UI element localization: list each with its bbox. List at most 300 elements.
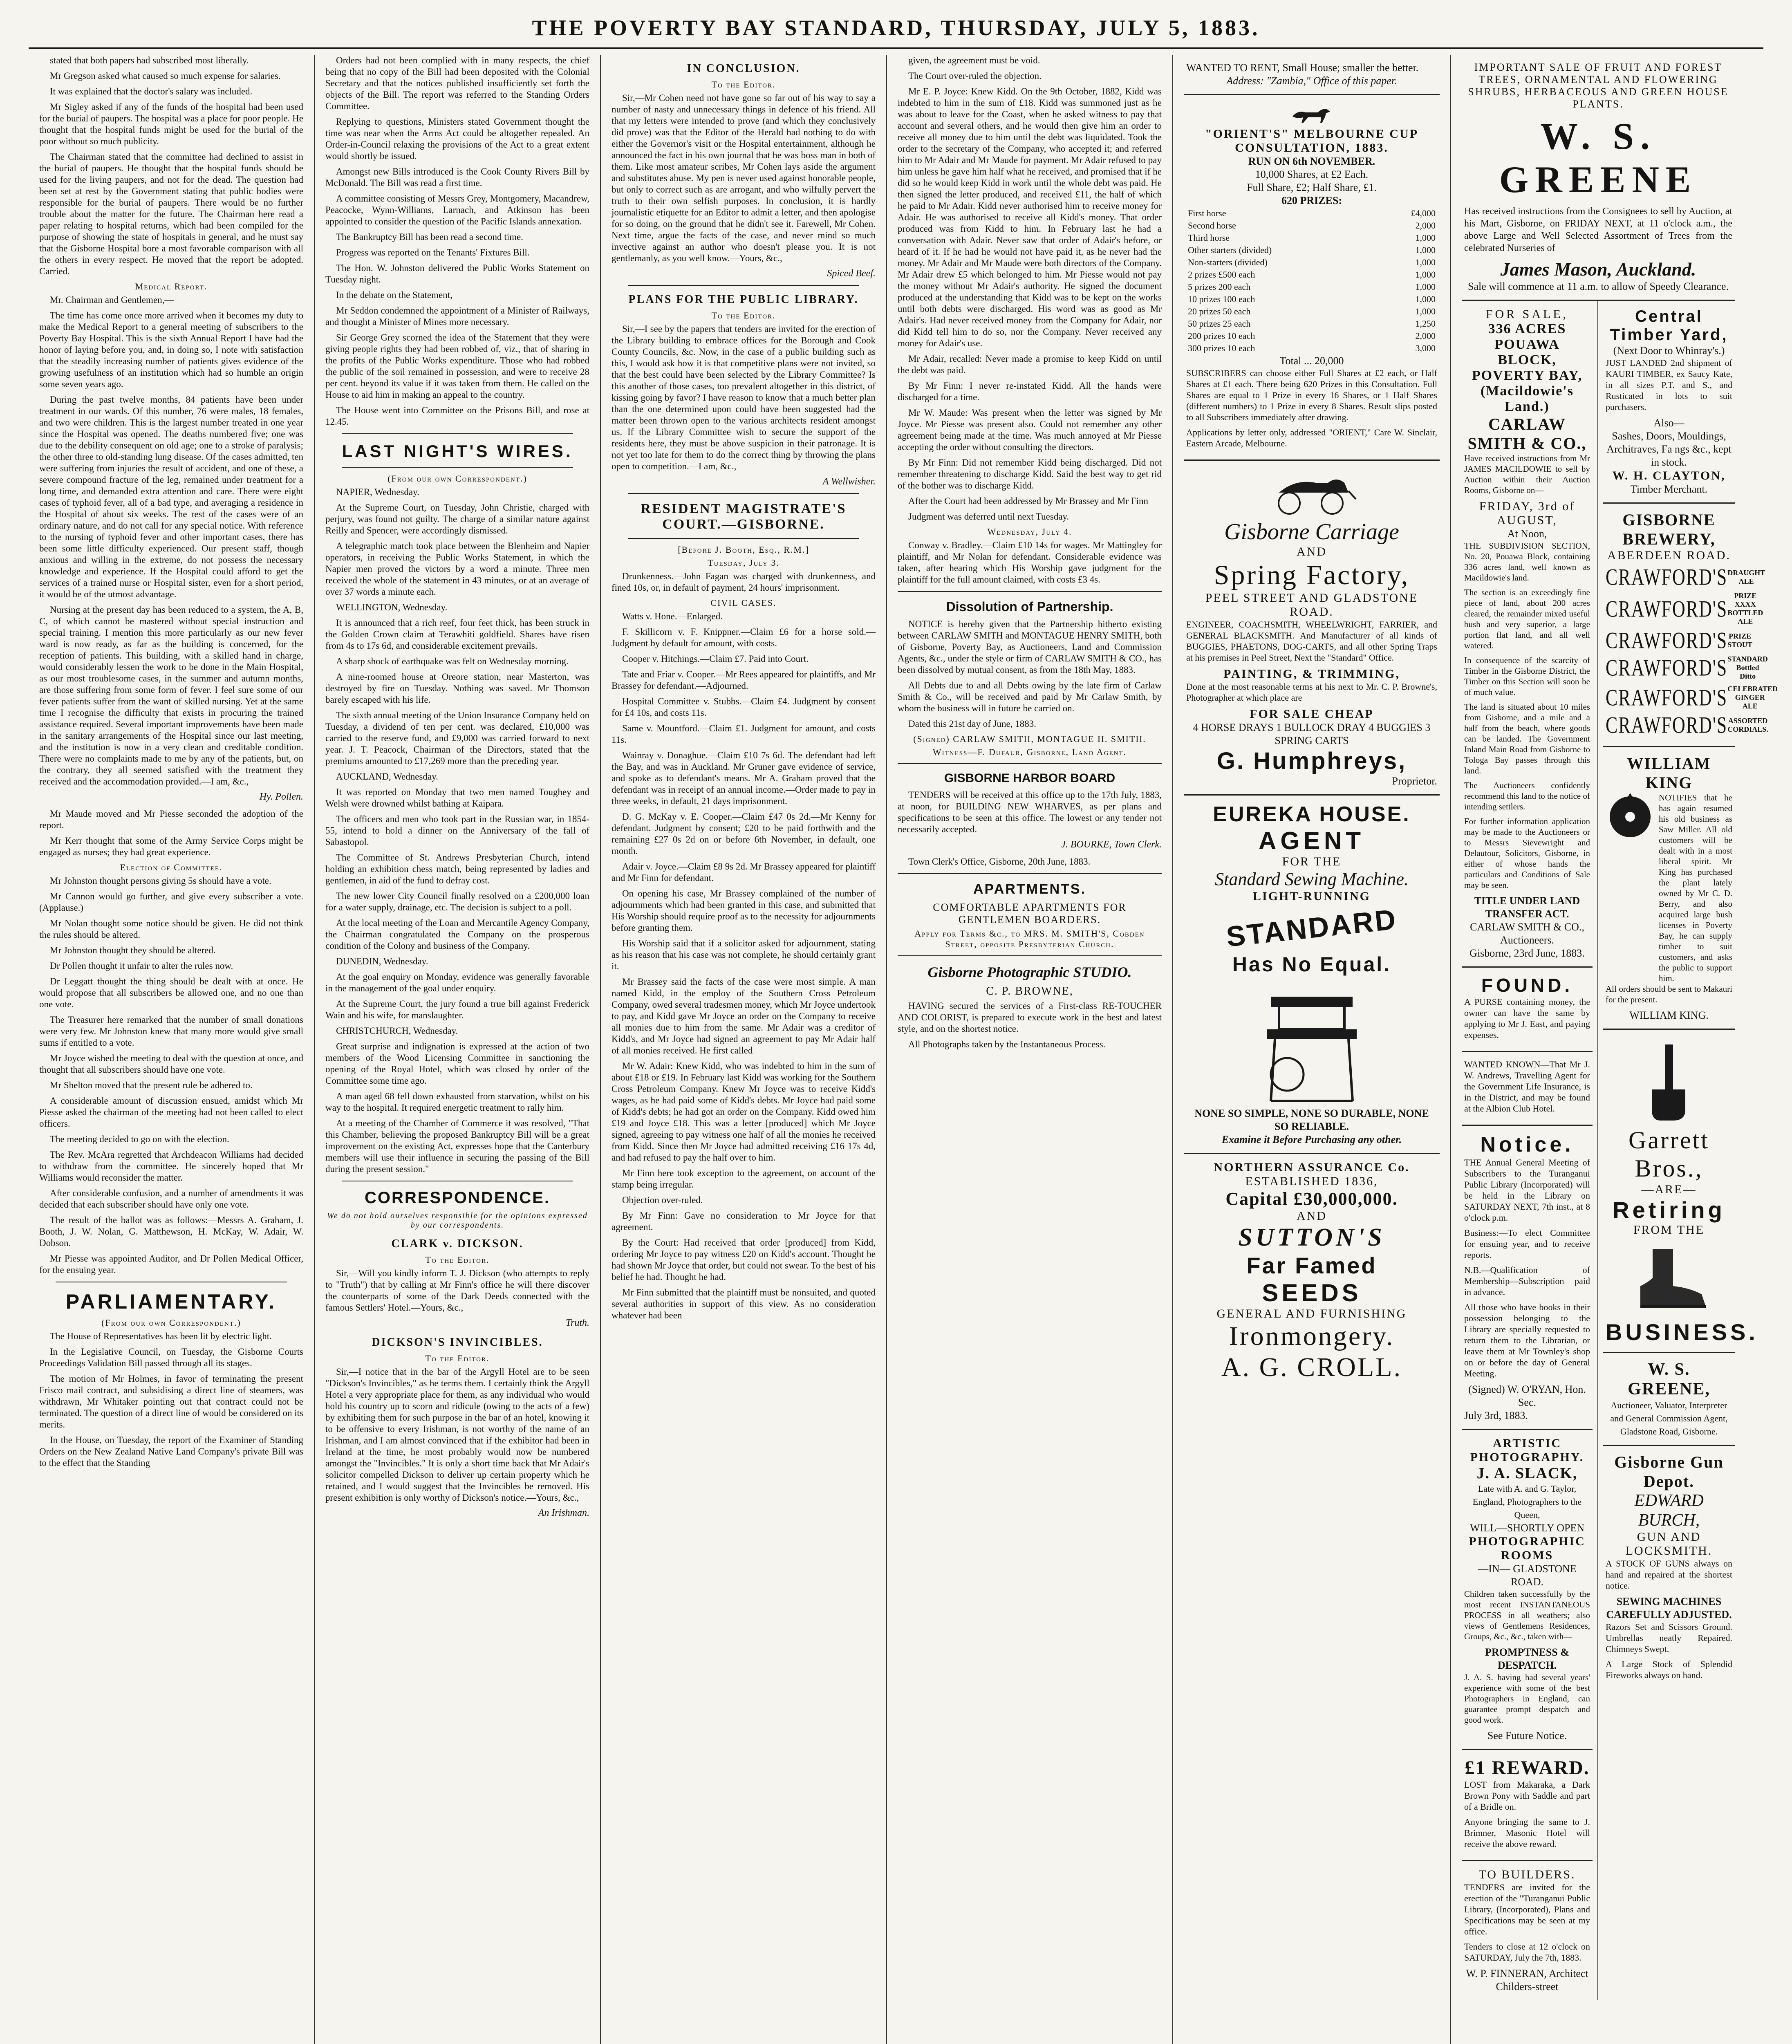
conclusion-sig: Spiced Beef. [827,268,876,279]
king-title: WILLIAM KING [1627,754,1711,792]
prize-row [1186,256,1437,269]
wednesday-text: Conway v. Bradley.—Claim £10 14s for wages. Mr Mattingley for plaintiff, and Mr Nolan for defendant. Considerable evidence was taken, after hearing which His Worship gave judgment for the plaintiff for the full amount claimed, with costs £3 4s. [898,540,1162,585]
report-signature: Hy. Pollen. [259,791,303,802]
wanted-known-body: WANTED KNOWN—That Mr J. W. Andrews, Travelling Agent for the Government Life Insurance, is in the District, and may be found at the Albion Club Hotel. [1464,1059,1590,1114]
slack-body2: J. A. S. having had several years' experience with some of the best Photographers in England, can guarantee prompt despatch and good work. [1464,1672,1590,1725]
business-label: BUSINESS. [1606,1319,1758,1345]
greene2-sub: Auctioneer, Valuator, Interpreter and General Commission Agent, [1610,1400,1728,1423]
election-text [39,875,303,1276]
notice-business: Business:—To elect Committee for ensuing year, and to receive reports. [1464,1228,1590,1260]
reward-body2: Anyone bringing the same to J. Brimner, Masonic Hotel will receive the above reward. [1464,1817,1590,1849]
letter2-sig: An Irishman. [538,1508,589,1518]
king-foot: All orders should be sent to Makauri for the present. [1606,984,1732,1004]
prize-value: 1,000 [1415,269,1436,280]
prize-row [1186,232,1437,244]
sewing-machine-illustration-icon [1254,980,1369,1103]
brewery-road: ABERDEEN ROAD. [1607,549,1731,562]
builders-ad [1462,1861,1593,2000]
paragraph: By Mr Finn: Did not remember Kidd being discharged. Did not remember threatening to discharge Kidd. Said the best way to get rid of the bother was to discharge Kidd. [898,457,1162,491]
prize-row [1186,342,1437,354]
paragraph: In the debate on the Statement, [336,290,452,300]
orient-address: Applications by letter only, addressed "ORIENT," Care W. Sinclair, Eastern Arcade, Melbourne. [1186,427,1437,448]
paragraph: stated that both papers had subscribed most liberally. [50,55,249,65]
prize-label: 10 prizes 100 each [1188,294,1255,304]
title-under: TITLE UNDER LAND TRANSFER ACT. [1474,895,1580,920]
prize-value: 1,250 [1415,318,1436,329]
prize-row [1186,305,1437,318]
prize-label: First horse [1188,208,1226,218]
gun-sub: GUN AND LOCKSMITH. [1625,1530,1713,1558]
col6-right [1598,301,1778,2000]
photo-body: HAVING secured the services of a First-class RE-TOUCHER AND COLORIST, is prepared to execute work in the best and latest style, and on the shortest notice. [898,1001,1162,1034]
paragraph: By Mr Finn: I never re-instated Kidd. All the hands were discharged for a time. [898,381,1162,402]
wednesday-heading: Wednesday, July 4. [987,527,1072,537]
library-heading: PLANS FOR THE PUBLIC LIBRARY. [628,293,859,306]
paragraph: Mr Nolan thought some notice should be given. He did not think the rules should be altered. [39,918,303,940]
paragraph: Mr Adair, recalled: Never made a promise to keep Kidd on until the debt was paid. [898,354,1162,375]
carriage-painting-body: Done at the most reasonable terms at his next to Mr. C. P. Browne's, Photographer at which place are [1186,681,1437,703]
william-king-ad [1603,747,1735,1030]
prize-value: 2,000 [1415,220,1436,231]
builders-body: TENDERS are invited for the erection of the "Turanganui Public Library, (Incorporated), Plans and Specifications may be seen at my office. [1464,1882,1590,1936]
prize-value: 1,000 [1415,306,1436,316]
paragraph: The time has come once more arrived when it becomes my duty to make the Medical Report to a general meeting of subscribers to the Poverty Bay Hospital. This is the sixth Annual Report I have had the honor of laying before you, and, in doing so, I note with satisfaction that the steadily increasing number of patients gives evidence of the growing usefulness of an institution which had so humble an origin some seven years ago. [39,310,303,389]
greene-name: W. S. GREENE [1499,115,1698,200]
king-body-wrap [1606,792,1732,984]
carlaw-body5: The Auctioneers confidently recommend this land to the notice of intending settlers. [1464,780,1590,811]
conclusion-heading: IN CONCLUSION. [687,62,800,75]
letter2-to: To the Editor. [425,1353,490,1363]
brewery-title: GISBORNE BREWERY, [1622,511,1716,548]
prize-value: 1,000 [1415,294,1436,304]
sale-heading: IMPORTANT SALE OF FRUIT AND FOREST TREES, ORNAMENTAL AND FLOWERING SHRUBS, HERBACEOUS AND GREEN HOUSE PLANTS. [1468,61,1729,110]
carlaw-name: CARLAW SMITH & CO., [1467,415,1587,453]
wanted-address: Address: "Zambia," Office of this paper. [1226,75,1397,87]
carlaw-body3: In consequence of the scarcity of Timber in the Gisborne District, the Timber on this Section will soon be of much value. [1464,655,1590,697]
report-salutation: Mr. Chairman and Gentlemen,— [50,295,174,305]
sewing-repaired: SEWING MACHINES CAREFULLY ADJUSTED. [1606,1596,1732,1620]
library-sig: A Wellwisher. [822,476,876,487]
razors: Razors Set and Scissors Ground. Umbrellas neatly Repaired. Chimneys Swept. [1606,1622,1732,1654]
letter1-heading: CLARK v. DICKSON. [391,1237,524,1250]
paragraph: Mr W. Adair: Knew Kidd, who was indebted to him in the sum of about £18 or £19. In February last Kidd was working for the Southern Cross Petroleum Company. Knew Mr Joyce was to receive Kidd's wages, as he had paid some of Kidd's debts. Mr Joyce had paid some of Kidd's debts; he had got an order on the Company. Kidd owed him £19 and Joyce £18. This was a letter [produced] which Mr Joyce signed, agreeing to pay witness one half of all the monies he received from Kidd. Since then Mr Joyce had admitted receiving £16 17s 4d, and had refused to pay the half over to him. [612,1061,876,1163]
brew-row [1606,564,1765,590]
paragraph: The new lower City Council finally resolved on a £200,000 loan for a water supply, drainage, etc. The decision is subject to a poll. [325,891,589,912]
harbour-sig: J. BOURKE, Town Clerk. [1061,839,1162,850]
king-sig: WILLIAM KING. [1629,1009,1709,1021]
artistic-photography-ad [1462,1430,1593,1750]
paragraph: The sixth annual meeting of the Union Insurance Company held on Tuesday, a dividend of ten per cent. was declared, £10,000 was carried to the reserve fund, and £9,000 was carried forward to next year. J. T. Peacock, Chairman of the Directors, stated that the premiums amounted to £17,269 more than the preceding year. [325,710,589,766]
timber-items: Sashes, Doors, Mouldings, Architraves, Fa ngs &c., kept in stock. [1606,430,1732,468]
carriage-address: PEEL STREET AND GLADSTONE ROAD. [1205,591,1418,619]
prize-row [1186,318,1437,330]
prize-label: Other starters (divided) [1188,245,1272,255]
eureka-house-ad [1184,796,1440,1154]
wires-heading: LAST NIGHT'S WIRES. [342,442,573,461]
photo-foot: All Photographs taken by the Instantaneous Process. [908,1039,1106,1049]
orient-prizes-heading: 620 PRIZES: [1281,195,1342,206]
election-heading: Election of Committee. [120,862,223,872]
paragraph: NAPIER, Wednesday. [336,487,419,497]
clayton-name: W. H. CLAYTON, [1612,469,1726,482]
reward-body: LOST from Makaraka, a Dark Brown Pony with Saddle and part of a Bridle on. [1464,1780,1590,1812]
paragraph: It was explained that the doctor's salary was included. [50,86,253,96]
light-running: LIGHT-RUNNING [1253,890,1371,903]
paragraph: Mr Johnston thought persons giving 5s should have a vote. [50,876,271,886]
established: ESTABLISHED 1836, [1245,1174,1378,1188]
paragraph: Judgment was deferred until next Tuesday. [908,511,1069,522]
prize-label: 20 prizes 50 each [1188,306,1251,316]
carlaw-sig: CARLAW SMITH & CO., Auctioneers. [1470,921,1584,946]
notice-title: Notice. [1480,1133,1574,1156]
parliamentary-heading: PARLIAMENTARY. [65,1290,277,1313]
paragraph: During the past twelve months, 84 patients have been under treatment in our wards. Of this number, 76 were males, 18 females, and two were children. This is the largest number treated in one year since the Hospital was opened. The deaths numbered five; one was due to the debility consequent on old age; one to a stroke of paralysis; the other three to old-standing lung disease. Of the cases admitted, ten were suffering from injuries the result of accident, and one of these, a severe compound fracture of the leg, remained under treatment for a long time, and demanded extra attention and care. There were eight cases of typhoid fever, all of a bad type, and averaging a residence in the Hospital of about six weeks. The rest of the cases were of an ordinary nature, and do not call for any special notice. With reference to the nursing of typhoid fever and other important cases, there has been some little difficulty experienced. Our present staff, though anxious and willing in the extreme, do not possess the necessary knowledge and experience. If the Hospital could afford to get the services of a trained nurse or Hospital sister, even for a short period, it would be of the utmost advantage. [39,394,303,599]
paragraph: Orders had not been complied with in many respects, the chief being that no copy of the Bill had been deposited with the Colonial Secretary and that the notices published insufficiently set forth the objects of the Bill. The report was referred to the Standing Orders Committee. [325,55,589,111]
paragraph: AUCKLAND, Wednesday. [336,771,438,782]
orient-title: "ORIENT'S" MELBOURNE CUP CONSULTATION, 1883. [1205,127,1419,155]
rm-court-text [612,571,876,594]
paragraph: D. G. McKay v. E. Cooper.—Claim £47 0s 2d.—Mr Kenny for defendant. Judgment by consent; £20 to be paid forthwith and the remaining £27 0s 2d on or before 6th November, in default, one month. [612,811,876,856]
brew-row [1606,627,1752,654]
examine-text: Examine it Before Purchasing any other. [1221,1134,1402,1145]
prize-value: 1,000 [1415,282,1436,292]
saw-blade-icon [1606,792,1655,984]
carriage-factory-ad [1184,461,1440,796]
paragraph: It was reported on Monday that two men named Toughey and Welsh were drowned whilst bathing at Kaipara. [325,787,589,809]
paragraph: A man aged 68 fell down exhausted from starvation, whilst on his way to the hospital. It required energetic treatment to rally him. [325,1091,589,1113]
paragraph: Hospital Committee v. Stubbs.—Claim £4. Judgment by consent for £4 10s, and costs 11s. [612,696,876,718]
far-famed: Far Famed [1246,1253,1377,1278]
brew-kind: STANDARD Bottled Ditto [1727,655,1768,680]
clayton-sub: Timber Merchant. [1630,483,1708,495]
no-equal: Has No Equal. [1232,953,1391,976]
orient-run: RUN ON 6th NOVEMBER. [1248,155,1375,167]
for-the-label: FOR THE [1282,855,1342,868]
paragraph: Wainray v. Donaghue.—Claim £10 7s 6d. The defendant had left the Bay, and was in Auckland. Mr Gruner gave evidence of service, and spoke as to defendant's means. Mr A. Graham proved that the defendant was in receipt of an annual income.—Order made to pay in three weeks, in default, 21 days imprisonment. [612,750,876,806]
dissolution-signed: (Signed) CARLAW SMITH, MONTAGUE H. SMITH. [913,734,1146,744]
are-label: —ARE— [1641,1183,1697,1196]
column-3 [601,55,887,2044]
prize-label: 2 prizes £500 each [1188,269,1255,280]
northern-assurance: NORTHERN ASSURANCE Co. [1214,1161,1410,1174]
paragraph: The Committee of St. Andrews Presbyterian Church, intend holding an exhibition chess match, being represented by ladies and gentlemen, in aid of the fund to defray cost. [325,852,589,885]
prize-label: 50 prizes 25 each [1188,318,1251,329]
carlaw-noon: At Noon, [1507,528,1547,540]
prize-row [1186,269,1437,281]
paragraph: DUNEDIN, Wednesday. [336,956,428,966]
slack-name: J. A. SLACK, [1476,1465,1578,1482]
paragraph: The Treasurer here remarked that the number of small donations were very few. Mr Johnston knew that many more would give small sums if entitled to a vote. [39,1015,303,1048]
wires-text [325,486,589,1175]
paragraph: Mr Piesse was appointed Auditor, and Dr Pollen Medical Officer, for the ensuing year. [39,1253,303,1275]
paragraph: It is announced that a rich reef, four feet thick, has been struck in the Golden Crown claim at Terawhiti goldfield. Shares have risen from 4s to 17s 6d, and considerable excitement prevails. [325,618,589,651]
masthead [29,8,1763,49]
prize-row [1186,244,1437,256]
paragraph: Same v. Mountford.—Claim £1. Judgment for amount, and costs 11s. [612,723,876,745]
prize-value: 2,000 [1415,331,1436,341]
photo-rooms: PHOTOGRAPHIC ROOMS [1469,1535,1586,1562]
column-4 [887,55,1173,2044]
notice-books: All those who have books in their possession belonging to the Library are specially requested to return them to the Librarian, or leave them at Mr Townley's shop on or before the day of General Meeting. [1464,1302,1590,1378]
divider [628,538,859,539]
paragraph: Amongst new Bills introduced is the Cook County Rivers Bill by McDonald. The Bill was read a first time. [325,166,589,188]
orient-total: Total ... 20,000 [1279,355,1344,367]
paragraph: Mr Seddon condemned the appointment of a Minister of Railways, and thought a Minister of Mines more necessary. [325,305,589,327]
brew-kind: PRIZE STOUT [1727,632,1752,649]
medical-report-heading: Medical Report. [135,281,208,291]
letter1-body: Sir,—Will you kindly inform T. J. Dickson (who attempts to reply to "Truth") that by calling at Mr Finn's office he will there discover the counterparts of some of the Dark Deeds connected with the famous Settlers' Hotel.—Yours, &c., [325,1268,589,1313]
builders-body2: Tenders to close at 12 o'clock on SATURDAY, July the 7th, 1883. [1464,1941,1590,1963]
paragraph: The officers and men who took part in the Russian war, in 1854-55, intend to hold a dinner on the Anniversary of the fall of Sabastopol. [325,814,589,847]
prize-value: 1,000 [1415,257,1436,267]
rm-court-sub: [Before J. Booth, Esq., R.M.] [678,545,809,555]
dissolution-body: NOTICE is hereby given that the Partnership hitherto existing between CARLAW SMITH and MONTAGUE HENRY SMITH, both of Gisborne, Poverty Bay, as Auctioneers, Land and Commission Agents, &c., under the style or firm of CARLAW SMITH & CO., has been dissolved by mutual consent, as from the 18th May, 1883. [898,619,1162,675]
hospital-meeting-text [39,55,303,277]
paragraph: Mr Finn submitted that the plaintiff must be nonsuited, and quoted several authorities in support of this view. As no consideration whatever had been [612,1287,876,1320]
orient-body: SUBSCRIBERS can choose either Full Shares at £2 each, or Half Shares at £1 each. There being 620 Prizes in this Consultation. Full Shares are equal to 1 Prize in every 16 Shares, or 1 Half Shares (different numbers) to 1 Prize in every 8 Shares. Result slips posted to all Subscribers immediately after drawing. [1186,368,1437,422]
column-5 [1173,55,1451,2044]
burch-name: EDWARD BURCH, [1634,1491,1704,1530]
paragraph: given, the agreement must be void. [908,55,1040,65]
brew-list [1606,564,1778,738]
sewing-title: Standard Sewing Machine. [1215,869,1409,889]
paragraph: Adair v. Joyce.—Claim £8 9s 2d. Mr Brassey appeared for plaintiff and Mr Finn for defendant. [612,861,876,883]
none-so-simple: NONE SO SIMPLE, NONE SO DURABLE, NONE SO RELIABLE. [1194,1107,1429,1132]
prize-value: £4,000 [1411,208,1436,218]
general-furnishing: GENERAL AND FURNISHING [1216,1307,1407,1320]
carlaw-body2: The section is an exceedingly fine piece of land, about 200 acres cleared, the remainder mixed useful bush and very superior, a large portion flat land, and all well watered. [1464,587,1590,650]
divider [898,955,1162,956]
paragraph: In the Legislative Council, on Tuesday, the Gisborne Courts Proceedings Validation Bill passed through all its stages. [39,1347,303,1368]
library-notice-ad [1462,1126,1593,1430]
apartments-apply: Apply for Terms &c., to MRS. M. SMITH'S, Cobden Street, opposite Presbyterian Church. [914,928,1145,949]
paragraph: Mr Cannon would go further, and give every subscriber a vote. (Applause.) [39,891,303,913]
letter1-sig: Truth. [565,1318,589,1328]
paragraph: At the local meeting of the Loan and Mercantile Agency Company, the Chairman congratulated the Company on the prosperous condition of the Colony and business of the Company. [325,918,589,951]
timber-sub: (Next Door to Whinray's.) [1613,345,1725,356]
prize-row [1186,330,1437,342]
paragraph: Progress was reported on the Tenants' Fixtures Bill. [336,247,530,258]
timber-body: JUST LANDED 2nd shipment of KAURI TIMBER, ex Saucy Kate, in all sizes P.T. and S., and Rusticated in lots to suit purchasers. [1606,358,1732,412]
paragraph: The Bankruptcy Bill has been read a second time. [336,232,523,242]
carriage-title2: Spring Factory, [1214,559,1410,590]
brew-row [1606,654,1768,681]
greene-body: Has received instructions from the Consignees to sell by Auction, at his Mart, Gisborne, on FRIDAY NEXT, at 11 o'clock a.m., the above Large and Well Selected Assortment of Trees from the celebrated Nurseries of [1464,206,1732,253]
slack-sub: Late with A. and G. Taylor, England, Photographers to the Queen, [1472,1484,1582,1520]
notice-body: THE Annual General Meeting of Subscribers to the Turanganui Public Library (Incorporated) will be held in the Library on SATURDAY NEXT, 7th inst., at 8 o'clock p.m. [1464,1157,1590,1223]
paragraph: Mr Johnston thought they should be altered. [50,945,216,955]
paragraph: The result of the ballot was as follows:—Messrs A. Graham, J. Booth, J. W. Nolan, G. Matthewson, H. McKay, W. Adair, W. Dobson. [39,1215,303,1248]
brew-row [1606,592,1763,626]
brew-brand: CRAWFORD'S [1606,564,1728,590]
paragraph: On opening his case, Mr Brassey complained of the number of adjournments which had been granted in this case, and submitted that His Worship should require proof as to the necessity for adjournments before granting them. [612,888,876,933]
paragraph: At the Supreme Court, on Tuesday, John Christie, charged with perjury, was found not guilty. The charge of a similar nature against Reilly and Spencer, were accordingly dismissed. [325,502,589,536]
paragraph: Mr Maude moved and Mr Piesse seconded the adoption of the report. [39,809,303,830]
notice-nb: N.B.—Qualification of Membership—Subscription paid in advance. [1464,1265,1590,1297]
finneran: W. P. FINNERAN, Architect Childers-street [1466,1968,1588,1992]
col6-split [1462,301,1778,2000]
boot-illustration-icon [1628,1245,1710,1311]
paragraph: By Mr Finn: Gave no consideration to Mr Joyce for that agreement. [612,1210,876,1232]
carriage-and: AND [1297,545,1327,558]
divider [628,285,859,286]
carlaw-sub: THE SUBDIVISION SECTION, No. 20, Pouawa Block, containing 336 acres land, well known as Macildowie's land. [1464,541,1590,583]
brewery-ad [1603,504,1778,747]
paragraph: The Hon. W. Johnston delivered the Public Works Statement on Tuesday night. [325,263,589,285]
dissolution-body2: All Debts due to and all Debts owing by the late firm of Carlaw Smith & Co., will be received and paid by Mr Carlaw Smith, by whom the business will in future be carried on. [898,680,1162,713]
paragraph: Mr Sigley asked if any of the funds of the hospital had been used for the burial of paupers. The hospital was a place for poor people. He thought that the hospital funds might be used for the burial of the poor without so much publicity. [39,102,303,146]
medical-report-text [39,310,303,787]
prize-row [1186,207,1437,220]
wanted-text: WANTED TO RENT, Small House; smaller the better. [1186,62,1419,74]
rm-court-heading: RESIDENT MAGISTRATE'S COURT.—GISBORNE. [641,501,847,532]
prize-label: 200 prizes 10 each [1188,331,1255,341]
found-body: A PURSE containing money, the owner can have the same by applying to Mr J. East, and paying expenses. [1464,997,1590,1040]
brew-kind: DRAUGHT ALE [1727,568,1765,585]
gun-title: Gisborne Gun Depot. [1614,1453,1724,1490]
paragraph: The Chairman stated that the committee had declined to assist in the burial of paupers. He thought that the hospital funds should be used for the living paupers, and not for the dead. The question had been set at rest by the Government stating that public bodies were responsible for the burial of paupers. There would be no further trouble about the matter for the future. The Chairman here read a paper relating to hospital returns, which had been compiled for the purpose of showing the state of hospitals in general, and he must say that the Gisborne Hospital bore a most favorable comparison with all the others in every respect. He moved that the report be adopted. Carried. [39,152,303,276]
humphreys-name: G. Humphreys, [1216,748,1407,774]
report-discussion [39,808,303,858]
divider [898,591,1162,592]
paragraph: Mr Finn here took exception to the agreement, on account of the stamp being irregular. [612,1168,876,1190]
found-title: FOUND. [1481,975,1573,996]
notice-sig: (Signed) W. O'RYAN, Hon. Sec. [1468,1383,1586,1408]
eureka-title: EUREKA HOUSE. [1213,802,1411,826]
acres-title: 336 ACRES POUAWA BLOCK, POVERTY BAY, (Macildowie's Land.) [1472,321,1583,414]
for-sale-ad [1462,301,1593,968]
brew-kind: ASSORTED CORDIALS. [1727,716,1768,733]
suttons: SUTTON'S [1238,1224,1385,1251]
paragraph: Sir George Grey scorned the idea of the Statement that they were giving people rights they had been robbed of, viz., that of sharing in the profits of the Public Works expenditure. Those who had robbed the public of the soil remained in possession, and were to receive 28 per cent. beyond its value if it was taken from them. He called on the House to aid him in making an appeal to the country. [325,332,589,400]
divider [342,467,573,468]
greene-auctioneer-ad [1603,1353,1735,1446]
paragraph: Great surprise and indignation is expressed at the action of two members of the Wood Licensing Committee in sanctioning the opening of the Royal Hotel, which was closed by order of the Committee some time ago. [325,1041,589,1086]
humphreys-proprietor: Proprietor. [1392,775,1437,787]
prize-label: Third horse [1188,233,1230,243]
horse-silhouette-icon [1289,104,1334,125]
brew-brand: CRAWFORD'S [1606,684,1728,711]
timber-title: Central Timber Yard, [1610,307,1728,344]
prize-row [1186,281,1437,293]
paragraph: F. Skillicorn v. F. Knippner.—Claim £6 for a horse sold.—Judgment by default for amount, with costs. [612,627,876,648]
carriage-painting: PAINTING, & TRIMMING, [1223,667,1400,681]
paragraph: Tate and Friar v. Cooper.—Mr Rees appeared for plaintiffs, and Mr Brassey for defendant.—Adjourned. [612,669,876,691]
paragraph: The motion of Mr Holmes, in favor of terminating the present Frisco mail contract, and subsidising a direct line of steamers, was withdrawn, Mr Whitaker pointing out that contract could not be terminated. The question of a direct line of would be considered on its merits. [39,1374,303,1430]
paragraph: At the Supreme Court, the jury found a true bill against Frederick Wain and his wife, for manslaughter. [325,999,589,1020]
paragraph: His Worship said that if a solicitor asked for adjournment, stating as his reason that his case was not complete, he should certainly grant it. [612,938,876,971]
carlaw-body: Have received instructions from Mr JAMES MACILDOWIE to sell by Auction within their Auction Rooms, Gisborne on— [1464,453,1590,495]
prize-label: Second horse [1188,220,1236,231]
pointing-hand-icon [1640,1040,1698,1122]
carlaw-date2: Gisborne, 23rd June, 1883. [1469,947,1585,959]
dissolution-heading: Dissolution of Partnership. [946,599,1113,614]
prize-value: 1,000 [1415,245,1436,255]
carriage-title: Gisborne Carriage [1224,519,1399,545]
carriage-illustration-icon [1267,471,1357,515]
paragraph: Nursing at the present day has been reduced to a system, the A, B, C, of which cannot be mastered without special instruction and special training. I mention this more particularly as our new fever ward is now ready, as far as the building is concerned, for the reception of patients. This building, with a skilled hand in charge, would considerably lessen the work to be done in the Main Hospital, as our most troublesome cases, in the summer and autumn months, are those suffering from some form of fever. I feel sure some of our fever patients suffer from the want of skilled nursing. Yet at the same time I recognise the difficulty that exists in procuring the trained assistance required. Several important improvements have been made in the sanitary arrangements of the Hospital since our last meeting, and the institution is now in a very clean and creditable condition. There were no complaints made to me by any of the patients, but, on the contrary, they all seemed satisfied with the treatment they received and the accommodation provided.—I am, &c., [39,605,303,787]
seeds: SEEDS [1262,1279,1362,1307]
civil-heading: CIVIL CASES. [710,598,777,608]
prize-table [1186,207,1437,354]
gun-body: A STOCK OF GUNS always on hand and repaired at the shortest notice. [1606,1558,1732,1591]
carlaw-date: FRIDAY, 3rd of AUGUST, [1479,500,1575,527]
for-sale-title: FOR SALE, [1485,307,1569,321]
artistic-title: ARTISTIC PHOTOGRAPHY. [1470,1437,1584,1464]
wanted-to-rent-ad [1184,55,1440,95]
library-to: To the Editor. [711,310,776,320]
paragraph: Replying to questions, Ministers stated Government thought the time was near when the Arms Act could be altogether repealed. An Order-in-Council relaxing the provisions of the Act to a great extent would shortly be issued. [325,117,589,161]
parliament-continued [325,55,589,428]
apartments-body: COMFORTABLE APARTMENTS FOR GENTLEMEN BOARDERS. [933,901,1127,926]
prize-row [1186,293,1437,305]
james-mason: James Mason, Auckland. [1500,259,1696,280]
from-the-label: FROM THE [1633,1223,1705,1237]
correspondence-note: We do not hold ourselves responsible for the opinions expressed by our correspondents. [327,1211,588,1230]
for-sale-cheap: FOR SALE CHEAP [1250,707,1374,721]
prize-value: 1,000 [1415,233,1436,243]
paragraph: A committee consisting of Messrs Grey, Montgomery, Macandrew, Peacocke, Wynn-Williams, Larnach, and Atkinson has been appointed to consider the question of the Pacific Islands annexation. [325,193,589,226]
king-body: NOTIFIES that he has again resumed his old business as Saw Miller. All old customers will be dealt with in a most liberal spirit. Mr King has purchased the plant lately owned by Mr C. D. Berry, and also acquired large bush licenses in Poverty Bay, he can supply timber to suit customers, and asks the public to support him. [1659,793,1732,983]
brew-row [1606,712,1768,738]
greene2-addr: Gladstone Road, Gisborne. [1620,1426,1718,1437]
court-continued [898,55,1162,522]
paragraph: After the Court had been addressed by Mr Brassey and Mr Finn [908,496,1149,506]
reward-ad [1462,1750,1593,1861]
photo-studio-heading: Gisborne Photographic STUDIO. [927,964,1132,980]
paragraph: At a meeting of the Chamber of Commerce it was resolved, "That this Chamber, believing the proposed Bankruptcy Bill will be a great improvement on the existing Act, expresses hope that the Canterbury members will use their influence in securing the passing of the Bill during the present session." [325,1118,589,1174]
prize-label: Non-starters (divided) [1188,257,1268,267]
retiring-label: Retiring [1613,1197,1725,1223]
orient-full: Full Share, £2; Half Share, £1. [1247,182,1377,193]
paragraph: Dr Leggatt thought the thing should be dealt with at once. He would propose that all subscribers be allowed one, and no one than one vote. [39,976,303,1009]
letter1-to: To the Editor. [425,1255,490,1265]
paragraph: Cooper v. Hitchings.—Claim £7. Paid into Court. [622,654,809,664]
croll-ironmongery-ad [1184,1154,1440,1390]
paragraph: CHRISTCHURCH, Wednesday. [336,1026,458,1036]
paragraph: The House went into Committee on the Prisons Bill, and rose at 12.45. [325,405,589,427]
paragraph: Objection over-ruled. [622,1195,703,1205]
conclusion-to: To the Editor. [711,79,776,90]
greene-foot: Sale will commence at 11 a.m. to allow of Speedy Clearance. [1468,280,1729,292]
col6-left [1462,301,1598,2000]
paragraph: The Court over-ruled the objection. [908,71,1042,81]
column-6 [1451,55,1778,2044]
harbour-heading: GISBORNE HARBOR BOARD [944,771,1116,785]
for-sale-items: 4 HORSE DRAYS 1 BULLOCK DRAY 4 BUGGIES 3 SPRING CARTS [1193,722,1431,746]
divider [898,873,1162,874]
paragraph: Dr Pollen thought it unfair to alter the rules now. [50,961,233,971]
prize-label: 5 prizes 200 each [1188,282,1251,292]
paragraph: Mr W. Maude: Was present when the letter was signed by Mr Joyce. Mr Piesse was present also. Could not remember any other agreement being made at the time. Was much annoyed at Mr Piesse accepting the order without consulting the directors. [898,408,1162,452]
fireworks: A Large Stock of Splendid Fireworks always on hand. [1606,1659,1732,1680]
paragraph: In the House, on Tuesday, the report of the Examiner of Standing Orders on the New Zealand Native Land Company's private Bill was to the effect that the Standing [39,1435,303,1468]
paragraph: By the Court: Had received that order [produced] from Kidd, ordering Mr Joyce to pay witness £20 on Kidd's account. Thought he had shown Mr Joyce that order, but could not swear. To the best of his belief he had. Thought he had. [612,1237,876,1282]
divider [898,763,1162,764]
columns [29,55,1778,2044]
garrett-bros-ad [1603,1030,1758,1353]
paragraph: A considerable amount of discussion ensued, amidst which Mr Piesse asked the chairman of the meeting had not been called to elect officers. [39,1096,303,1129]
letter2-heading: DICKSON'S INVINCIBLES. [372,1336,543,1349]
paragraph: At the goal enquiry on Monday, evidence was generally favorable in the management of the goal under enquiry. [325,972,589,993]
brew-brand: CRAWFORD'S [1606,712,1728,738]
paragraph: Mr Brassey said the facts of the case were most simple. A man named Kidd, in the employ of the Southern Cross Petroleum Company, owed several tradesmen money, which Mr Joyce undertook to pay, and Kidd gave Mr Joyce an order on the Company to receive all monies due to him from the same. Mr Adair was a creditor of Kidd's, and Mr Joyce had signed an agreement to pay Mr Adair half of all monies received. He first called [612,977,876,1056]
parliamentary-text [39,1331,303,1469]
paragraph: WELLINGTON, Wednesday. [336,602,448,612]
carlaw-body6: For further information application may be made to the Auctioneers or to Messrs Sievewright and Delautour, Solicitors, Gisborne, in either of whose hands the particulars and Conditions of Sale may be seen. [1464,816,1590,890]
future-notice: See Future Notice. [1487,1730,1567,1741]
brew-kind: CELEBRATED GINGER ALE [1727,685,1778,710]
